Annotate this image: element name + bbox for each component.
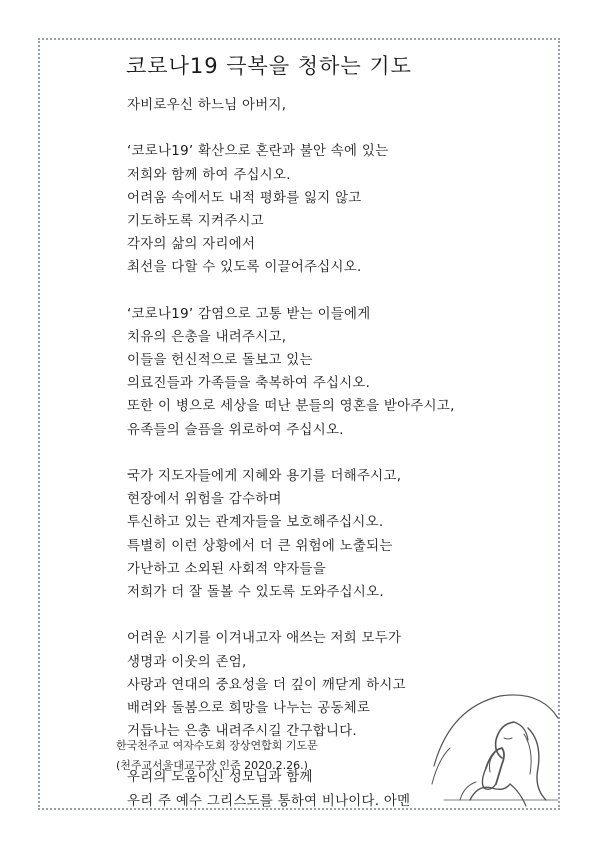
stanza-line: 유족들의 슬픔을 위로하여 주십시오. [127,422,344,438]
footer-approval: (천주교서울대교구장 인준 2020.2.26.) [116,759,308,772]
stanza-line: 기도하도록 지켜주시고 [127,213,264,229]
stanza-line: 가난하고 소외된 사회적 약자들을 [127,561,326,577]
stanza-line: 우리 주 예수 그리스도를 통하여 비나이다. 아멘 [127,793,411,809]
footer-organization: 한국천주교 여자수도회 장상연합회 기도문 [116,739,318,752]
stanza-line: 우리의 도움이신 성모님과 함께 [127,770,313,786]
stanza-line: 저희가 더 잘 돌볼 수 있도록 도와주십시오. [127,584,384,600]
stanza-line: ‘코로나19’ 감염으로 고통 받는 이들에게 [127,306,371,322]
stanza-line: 저희와 함께 하여 주십시오. [127,167,291,183]
stanza-line: 각자의 삶의 자리에서 [127,237,256,253]
prayer-title: 코로나19 극복을 청하는 기도 [126,54,412,78]
stanza-line: ‘코로나19’ 확산으로 혼란과 불안 속에 있는 [127,144,389,160]
stanza-line: 현장에서 위험을 감수하며 [127,492,282,508]
stanza-line: 투신하고 있는 관계자들을 보호해주십시오. [127,515,384,531]
stanza-line: 거듭나는 은총 내려주시길 간구합니다. [127,724,357,740]
stanza-line: 의료진들과 가족들을 축복하여 주십시오. [127,376,371,392]
stanza-line: 치유의 은총을 내려주시고, [127,329,287,345]
stanza-line: 어려움 속에서도 내적 평화를 잃지 않고 [127,190,362,206]
stanza-gap [127,442,557,465]
stanza-line: 배려와 돌봄으로 희망을 나누는 공동체로 [127,700,371,716]
stanza-line: 이들을 헌신적으로 돌보고 있는 [127,353,313,369]
stanza-line: 특별히 이런 상황에서 더 큰 위험에 노출되는 [127,538,393,554]
stanza-gap [127,280,557,303]
stanza-gap [127,117,557,140]
stanza-line: 국가 지도자들에게 지혜와 용기를 더해주시고, [127,469,402,484]
stanza-line: 어려운 시기를 이겨내고자 애쓰는 저희 모두가 [127,631,402,647]
stanza-line: 최선을 다할 수 있도록 이끌어주십시오. [127,260,362,276]
stanza-line: 생명과 이웃의 존엄, [127,654,247,670]
praying-figure-icon [430,688,562,808]
stanza-line: 사랑과 연대의 중요성을 더 깊이 깨닫게 하시고 [127,677,406,693]
stanza-gap [127,604,557,627]
footer-attribution [116,736,318,776]
greeting: 자비로우신 하느님 아버지, [127,98,287,113]
stanza-line: 또한 이 병으로 세상을 떠난 분들의 영혼을 받아주시고, [127,399,455,415]
